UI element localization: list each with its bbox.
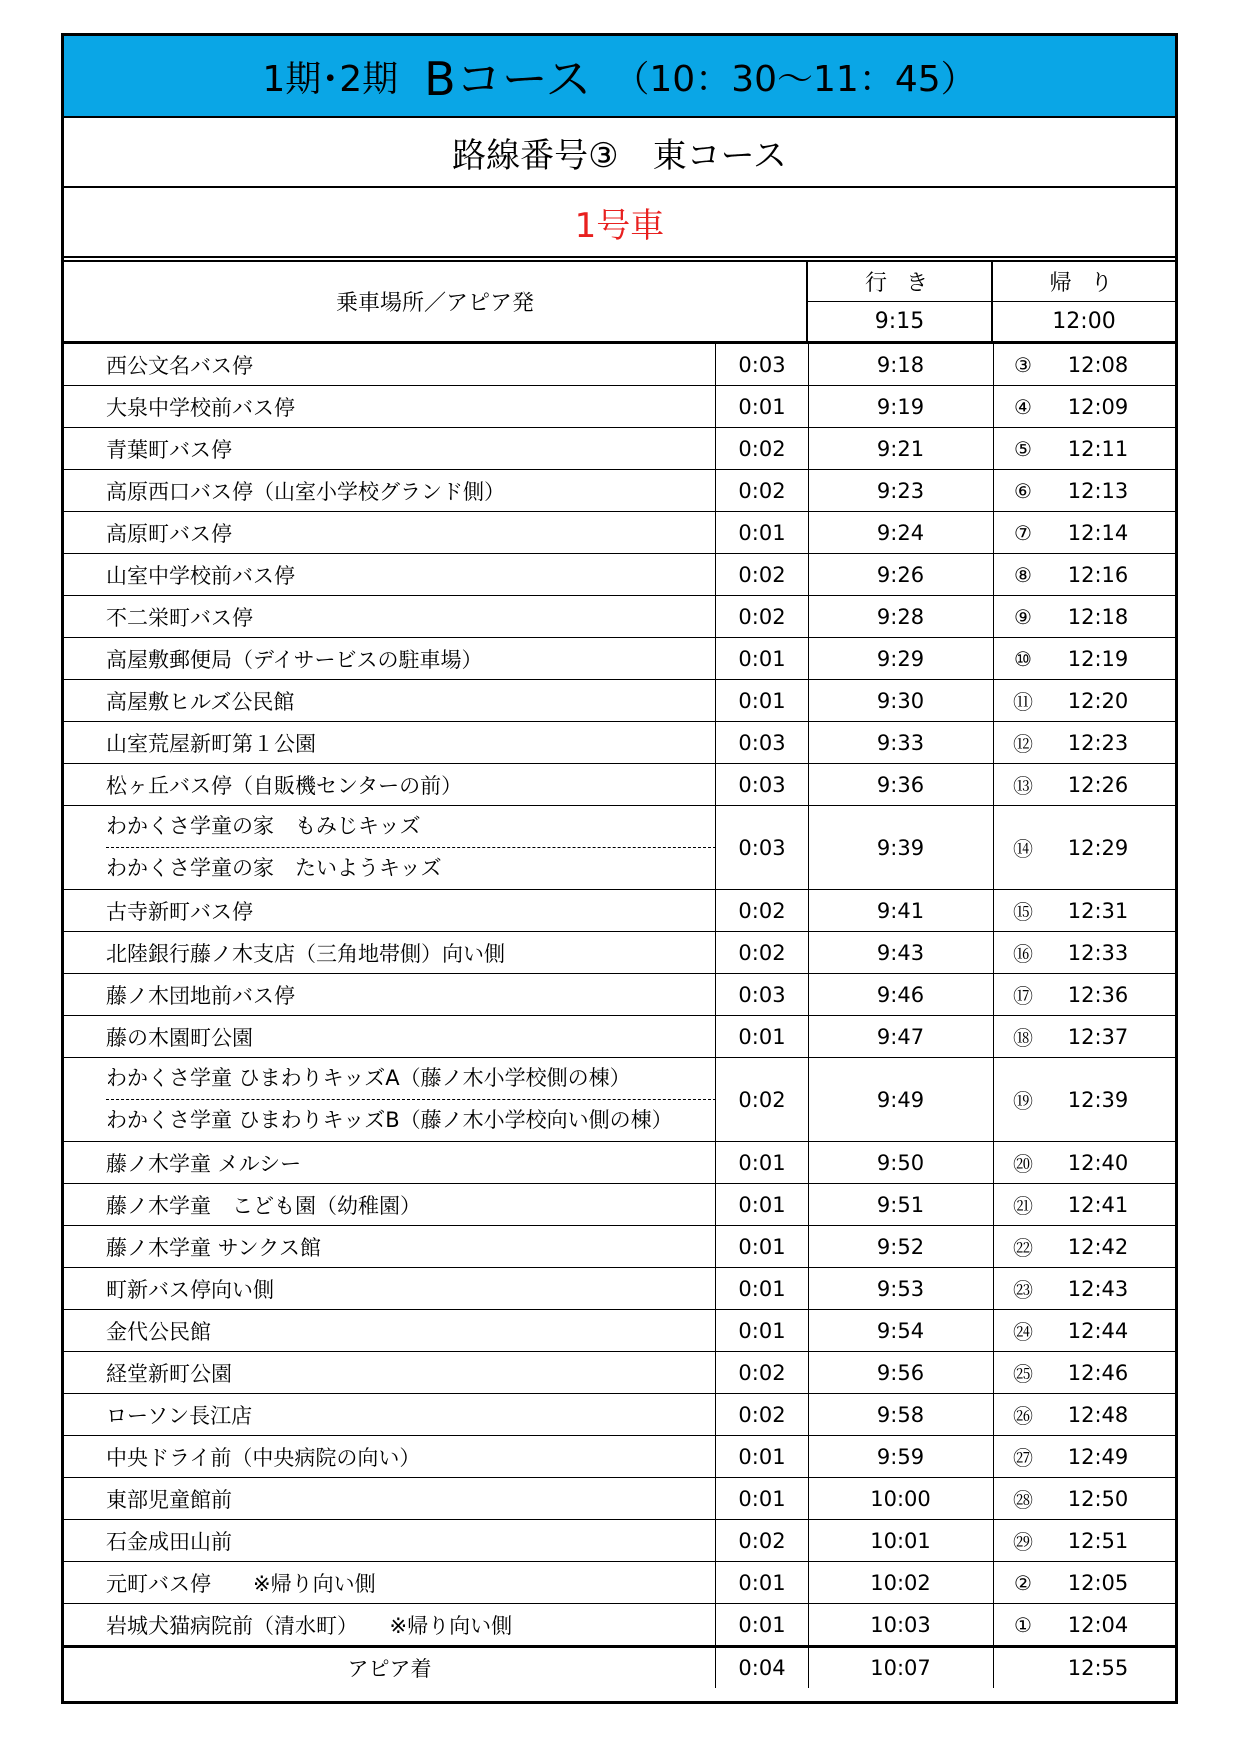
stop-return-time: 12:33 (1067, 940, 1129, 965)
stop-return-time: 12:19 (1067, 646, 1129, 671)
stop-return-order: ④ (1014, 394, 1032, 419)
stop-go-time: 9:54 (808, 1310, 994, 1351)
header-go-label: 行 き (808, 262, 991, 302)
table-row (64, 1184, 1175, 1226)
table-row (64, 344, 1175, 386)
stop-return-order: ⑳ (1013, 1152, 1033, 1176)
stop-go-time: 10:03 (808, 1604, 994, 1645)
stop-name: 藤の木園町公園 (64, 1016, 716, 1057)
table-row (64, 890, 1175, 932)
header-back (993, 262, 1175, 341)
stop-duration: 0:01 (716, 638, 809, 679)
stop-go-time: 9:49 (808, 1058, 994, 1141)
arrival-order (993, 1648, 1053, 1688)
table-row (64, 1058, 1175, 1142)
stop-duration: 0:01 (716, 386, 809, 427)
car-number: 1号車 (64, 188, 1175, 258)
stop-name: 藤ノ木学童 サンクス館 (64, 1226, 716, 1267)
stop-return-time: 12:09 (1067, 394, 1129, 419)
stop-return-time: 12:14 (1067, 520, 1129, 545)
arrival-return-time: 12:55 (1067, 1656, 1129, 1680)
stop-go-time: 9:21 (808, 428, 994, 469)
stop-name: 大泉中学校前バス停 (64, 386, 716, 427)
stop-name: 青葉町バス停 (64, 428, 716, 469)
stop-return-time: 12:36 (1067, 982, 1129, 1007)
stop-name (64, 806, 716, 889)
stop-return-order: ㉕ (1013, 1362, 1033, 1386)
schedule-frame (61, 33, 1178, 1704)
stop-return-time: 12:29 (1067, 835, 1129, 860)
stop-return-order: ⑧ (1014, 562, 1032, 587)
stop-return-order: ⑥ (1014, 478, 1032, 503)
stop-return-order: ⑭ (1013, 837, 1033, 861)
table-row (64, 974, 1175, 1016)
stop-duration: 0:01 (716, 1604, 809, 1645)
arrival-duration: 0:04 (716, 1648, 809, 1688)
stop-return-time: 12:44 (1067, 1318, 1129, 1343)
table-row (64, 428, 1175, 470)
stop-duration: 0:01 (716, 1436, 809, 1477)
stop-go-time: 9:18 (808, 344, 994, 385)
stop-duration: 0:01 (716, 1226, 809, 1267)
stop-return-time: 12:43 (1067, 1276, 1129, 1301)
table-row (64, 1478, 1175, 1520)
stop-return-order: ㉓ (1013, 1278, 1033, 1302)
stop-return-order: ㉔ (1013, 1320, 1033, 1344)
table-row (64, 1436, 1175, 1478)
arrival-name: アピア着 (64, 1648, 716, 1688)
stop-go-time: 9:56 (808, 1352, 994, 1393)
stop-return-order: ㉙ (1013, 1530, 1033, 1554)
stop-duration: 0:02 (716, 1394, 809, 1435)
table-row (64, 932, 1175, 974)
stop-name (64, 1058, 716, 1141)
stop-return-order: ⑩ (1014, 646, 1032, 671)
stop-duration: 0:01 (716, 512, 809, 553)
table-row (64, 1562, 1175, 1604)
stop-duration: 0:02 (716, 1352, 809, 1393)
stop-name: 町新バス停向い側 (64, 1268, 716, 1309)
table-header (64, 260, 1175, 344)
stop-name: 古寺新町バス停 (64, 890, 716, 931)
stop-go-time: 9:43 (808, 932, 994, 973)
stop-name: 不二栄町バス停 (64, 596, 716, 637)
table-row (64, 764, 1175, 806)
stop-return-time: 12:13 (1067, 478, 1129, 503)
stop-return-time: 12:41 (1067, 1192, 1129, 1217)
stop-return-order: ㉘ (1013, 1488, 1033, 1512)
stop-return-order: ㉒ (1013, 1236, 1033, 1260)
stop-return-time: 12:04 (1067, 1612, 1129, 1637)
stop-duration: 0:03 (716, 722, 809, 763)
stop-return-time: 12:26 (1067, 772, 1129, 797)
table-row (64, 470, 1175, 512)
table-row (64, 1604, 1175, 1646)
stop-name: 西公文名バス停 (64, 344, 716, 385)
stop-return-order: ⑪ (1013, 690, 1033, 714)
stop-return-order: ⑤ (1014, 436, 1032, 461)
table-row (64, 680, 1175, 722)
stop-return-order: ⑫ (1013, 732, 1033, 756)
stop-return-order: ⑰ (1013, 984, 1033, 1008)
stop-name: 元町バス停 ※帰り向い側 (64, 1562, 716, 1603)
stop-duration: 0:01 (716, 1562, 809, 1603)
stop-return-time: 12:37 (1067, 1024, 1129, 1049)
stop-return-time: 12:11 (1067, 436, 1129, 461)
stop-duration: 0:01 (716, 1478, 809, 1519)
stop-go-time: 9:33 (808, 722, 994, 763)
stop-name-line1: わかくさ学童の家 もみじキッズ (106, 806, 716, 848)
stop-return-order: ⑨ (1014, 604, 1032, 629)
stop-duration: 0:02 (716, 890, 809, 931)
stop-go-time: 9:51 (808, 1184, 994, 1225)
stop-return-order: ① (1014, 1612, 1032, 1637)
stop-return-order: ⑱ (1013, 1026, 1033, 1050)
header-back-start: 12:00 (1052, 309, 1116, 334)
stop-go-time: 9:46 (808, 974, 994, 1015)
stop-return-order: ② (1014, 1570, 1032, 1595)
stop-go-time: 9:52 (808, 1226, 994, 1267)
stop-name: 石金成田山前 (64, 1520, 716, 1561)
stop-return-time: 12:31 (1067, 898, 1129, 923)
stop-duration: 0:02 (716, 1058, 809, 1141)
table-row (64, 1394, 1175, 1436)
stop-name: 山室荒屋新町第１公園 (64, 722, 716, 763)
stop-return-time: 12:51 (1067, 1528, 1129, 1553)
stop-duration: 0:02 (716, 596, 809, 637)
stop-go-time: 10:02 (808, 1562, 994, 1603)
stop-duration: 0:02 (716, 932, 809, 973)
table-row (64, 1268, 1175, 1310)
stop-name-line2: わかくさ学童の家 たいようキッズ (106, 856, 442, 880)
stop-name: 金代公民館 (64, 1310, 716, 1351)
stop-duration: 0:02 (716, 470, 809, 511)
table-row (64, 1352, 1175, 1394)
stop-return-order: ⑮ (1013, 900, 1033, 924)
stop-return-time: 12:18 (1067, 604, 1129, 629)
stop-name: 中央ドライ前（中央病院の向い） (64, 1436, 716, 1477)
stop-go-time: 9:41 (808, 890, 994, 931)
stop-name: 高原西口バス停（山室小学校グランド側） (64, 470, 716, 511)
table-row (64, 722, 1175, 764)
course-banner (64, 36, 1175, 118)
stop-return-order: ⑲ (1013, 1089, 1033, 1113)
stop-name: 松ヶ丘バス停（自販機センターの前） (64, 764, 716, 805)
stop-go-time: 10:01 (808, 1520, 994, 1561)
stop-return-time: 12:23 (1067, 730, 1129, 755)
stop-return-order: ㉗ (1013, 1446, 1033, 1470)
stop-duration: 0:01 (716, 680, 809, 721)
stop-name: 高屋敷ヒルズ公民館 (64, 680, 716, 721)
table-row (64, 386, 1175, 428)
stop-duration: 0:03 (716, 974, 809, 1015)
period-label: 1期･2期 (262, 58, 399, 100)
stop-go-time: 9:50 (808, 1142, 994, 1183)
table-row (64, 1226, 1175, 1268)
stop-go-time: 9:59 (808, 1436, 994, 1477)
stop-go-time: 9:58 (808, 1394, 994, 1435)
stop-go-time: 10:00 (808, 1478, 994, 1519)
stop-go-time: 9:24 (808, 512, 994, 553)
arrival-go-time: 10:07 (808, 1648, 994, 1688)
stop-duration: 0:01 (716, 1310, 809, 1351)
table-row (64, 512, 1175, 554)
stop-duration: 0:01 (716, 1268, 809, 1309)
stop-name: 藤ノ木学童 こども園（幼稚園） (64, 1184, 716, 1225)
course-time: （10：30～11：45） (613, 58, 977, 100)
stop-go-time: 9:19 (808, 386, 994, 427)
table-row (64, 1520, 1175, 1562)
stop-name-line1: わかくさ学童 ひまわりキッズA（藤ノ木小学校側の棟） (106, 1058, 716, 1100)
stop-go-time: 9:36 (808, 764, 994, 805)
table-row (64, 1310, 1175, 1352)
stop-return-order: ㉑ (1013, 1194, 1033, 1218)
stop-name: 岩城犬猫病院前（清水町） ※帰り向い側 (64, 1604, 716, 1645)
stop-duration: 0:01 (716, 1016, 809, 1057)
stop-name: 北陸銀行藤ノ木支店（三角地帯側）向い側 (64, 932, 716, 973)
stop-duration: 0:03 (716, 764, 809, 805)
table-row (64, 596, 1175, 638)
stop-go-time: 9:29 (808, 638, 994, 679)
stop-go-time: 9:23 (808, 470, 994, 511)
stop-return-time: 12:40 (1067, 1150, 1129, 1175)
stop-go-time: 9:39 (808, 806, 994, 889)
course-label: Bコース (424, 52, 592, 106)
stop-table (64, 344, 1175, 1688)
stop-return-time: 12:49 (1067, 1444, 1129, 1469)
header-go-start: 9:15 (874, 309, 925, 334)
table-row (64, 1016, 1175, 1058)
stop-duration: 0:02 (716, 428, 809, 469)
stop-return-time: 12:16 (1067, 562, 1129, 587)
stop-name-line2: わかくさ学童 ひまわりキッズB（藤ノ木小学校向い側の棟） (106, 1108, 673, 1132)
header-go (808, 262, 993, 341)
stop-duration: 0:01 (716, 1142, 809, 1183)
stop-return-time: 12:48 (1067, 1402, 1129, 1427)
stop-duration: 0:02 (716, 1520, 809, 1561)
stop-return-time: 12:08 (1067, 352, 1129, 377)
table-row (64, 806, 1175, 890)
stop-return-order: ㉖ (1013, 1404, 1033, 1428)
stop-return-order: ⑦ (1014, 520, 1032, 545)
stop-duration: 0:01 (716, 1184, 809, 1225)
stop-return-order: ⑯ (1013, 942, 1033, 966)
stop-duration: 0:03 (716, 344, 809, 385)
stop-return-time: 12:05 (1067, 1570, 1129, 1595)
stop-name: 藤ノ木団地前バス停 (64, 974, 716, 1015)
stop-name: 経堂新町公園 (64, 1352, 716, 1393)
stop-name: 藤ノ木学童 メルシー (64, 1142, 716, 1183)
stop-return-time: 12:39 (1067, 1087, 1129, 1112)
stop-return-time: 12:20 (1067, 688, 1129, 713)
stop-go-time: 9:26 (808, 554, 994, 595)
stop-name: 山室中学校前バス停 (64, 554, 716, 595)
stop-go-time: 9:28 (808, 596, 994, 637)
stop-duration: 0:02 (716, 554, 809, 595)
stop-return-order: ⑬ (1013, 774, 1033, 798)
stop-name: 高屋敷郵便局（デイサービスの駐車場） (64, 638, 716, 679)
stop-return-time: 12:42 (1067, 1234, 1129, 1259)
stop-name: 高原町バス停 (64, 512, 716, 553)
route-title: 路線番号③ 東コース (64, 118, 1175, 188)
stop-go-time: 9:47 (808, 1016, 994, 1057)
stop-name: ローソン長江店 (64, 1394, 716, 1435)
stop-duration: 0:03 (716, 806, 809, 889)
stop-return-time: 12:46 (1067, 1360, 1129, 1385)
table-row (64, 1142, 1175, 1184)
header-back-label: 帰 り (993, 262, 1175, 302)
stop-return-time: 12:50 (1067, 1486, 1129, 1511)
stop-name: 東部児童館前 (64, 1478, 716, 1519)
table-row (64, 554, 1175, 596)
stop-return-order: ③ (1014, 352, 1032, 377)
stop-go-time: 9:53 (808, 1268, 994, 1309)
arrival-row (64, 1646, 1175, 1688)
header-place: 乗車場所／アピア発 (64, 262, 808, 341)
table-row (64, 638, 1175, 680)
stop-go-time: 9:30 (808, 680, 994, 721)
